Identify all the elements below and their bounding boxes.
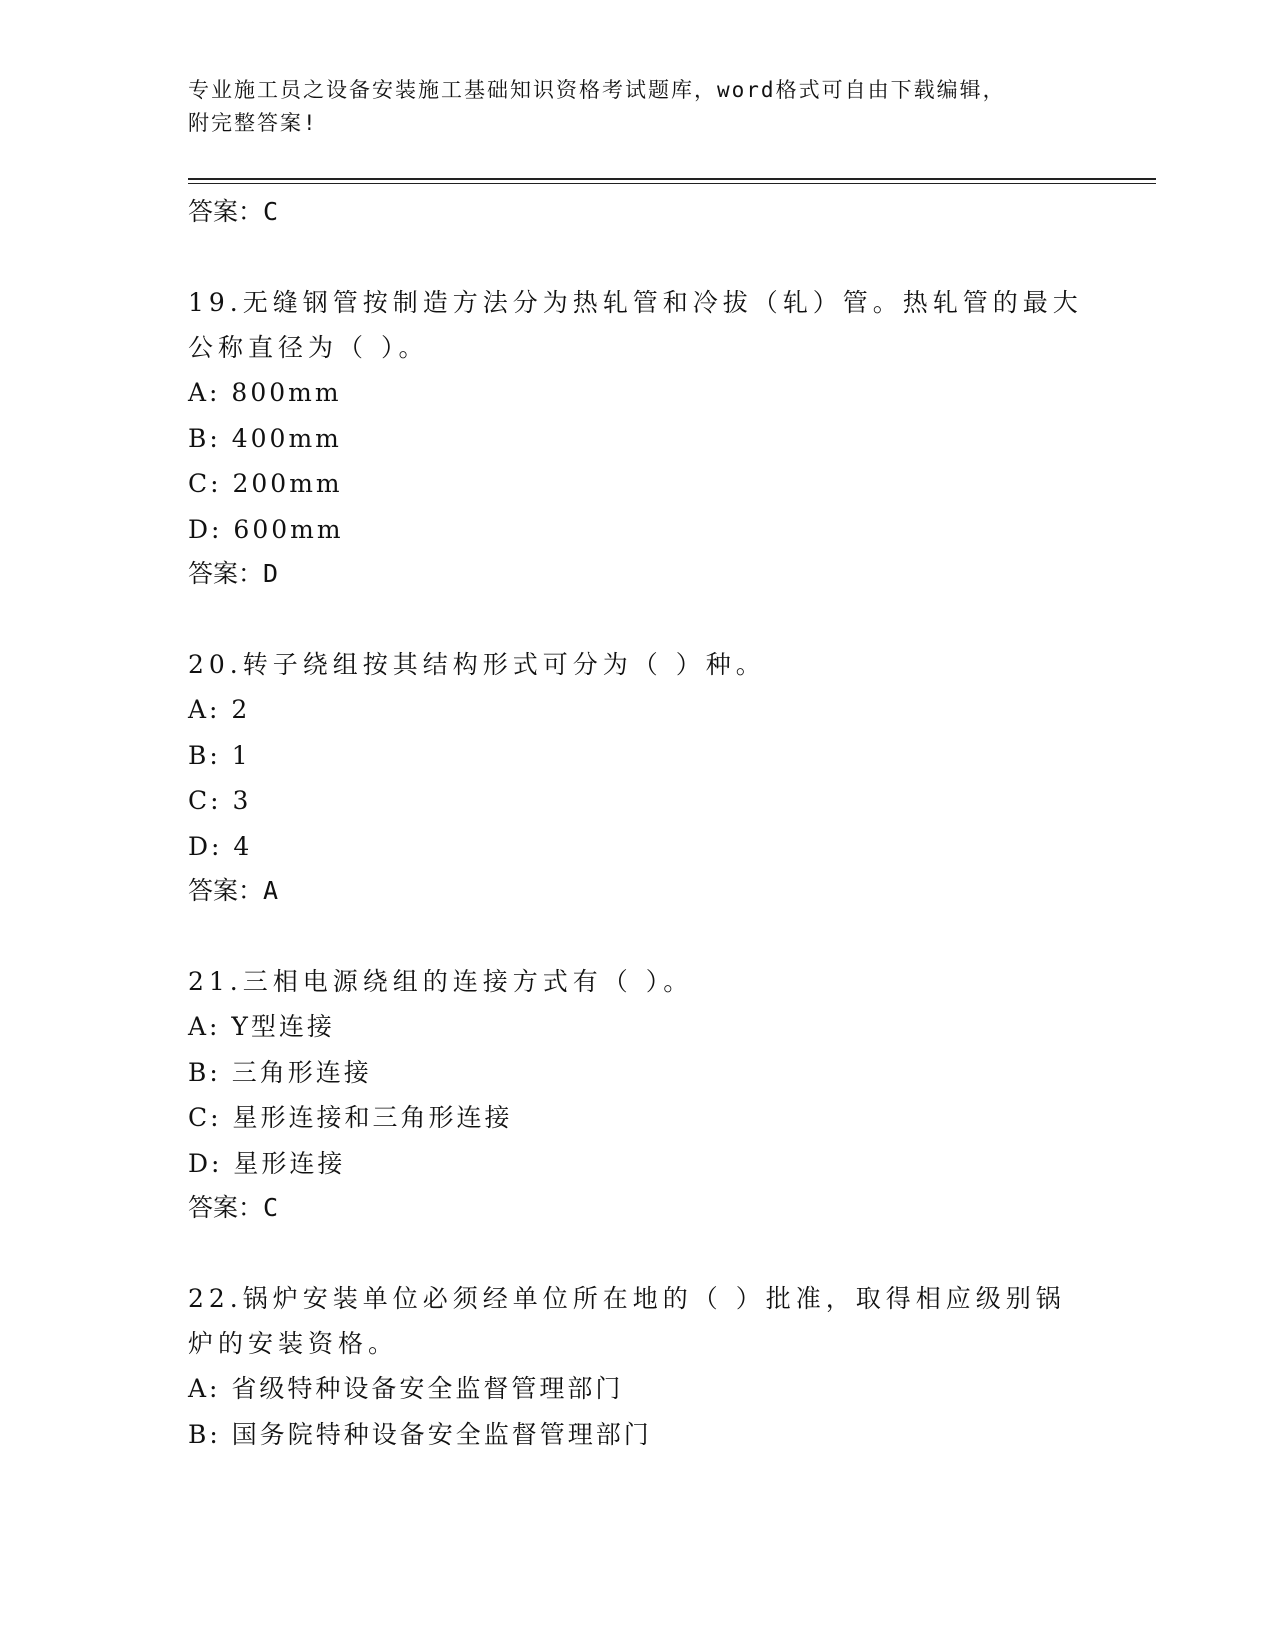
question-block [188,1276,1088,1457]
question-stem: 20.转子绕组按其结构形式可分为（ ）种。 [188,650,766,679]
answer-line: 答案：D [188,559,279,588]
option-d: D: 600mm [188,514,344,544]
option-b: B: 400mm [188,423,342,453]
document-header [188,74,1088,140]
header-line-2: 附完整答案! [188,111,318,135]
header-line-1: 专业施工员之设备安装施工基础知识资格考试题库，word格式可自由下载编辑， [188,78,1006,102]
question-block [188,280,1088,596]
option-c: C: 3 [188,786,252,815]
question-stem: 19.无缝钢管按制造方法分为热轧管和冷拔（轧）管。热轧管的最大公称直径为（ ）。 [188,288,1083,362]
option-d: D: 星形连接 [188,1148,346,1178]
question-list [188,190,1088,1457]
option-c: C: 星形连接和三角形连接 [188,1103,513,1132]
option-a: A: 800mm [188,378,342,407]
answer-line: 答案：C [188,197,279,226]
option-c: C: 200mm [188,469,343,498]
question-stem: 22.锅炉安装单位必须经单位所在地的（ ）批准，取得相应级别锅炉的安装资格。 [188,1284,1066,1358]
option-a: A: 省级特种设备安全监督管理部门 [188,1374,624,1403]
option-d: D: 4 [188,831,253,861]
question-block [188,959,1088,1230]
header-rule-thick [188,178,1156,180]
option-b: B: 国务院特种设备安全监督管理部门 [188,1419,652,1449]
option-b: B: 三角形连接 [188,1057,372,1087]
header-rule-thin [188,183,1156,184]
answer-line: 答案：A [188,876,279,905]
question-stem: 21.三相电源绕组的连接方式有（ ）。 [188,967,694,996]
option-b: B: 1 [188,740,251,770]
answer-line: 答案：C [188,1193,279,1222]
question-block [188,642,1088,913]
option-a: A: 2 [188,695,251,724]
option-a: A: Y型连接 [188,1012,335,1041]
